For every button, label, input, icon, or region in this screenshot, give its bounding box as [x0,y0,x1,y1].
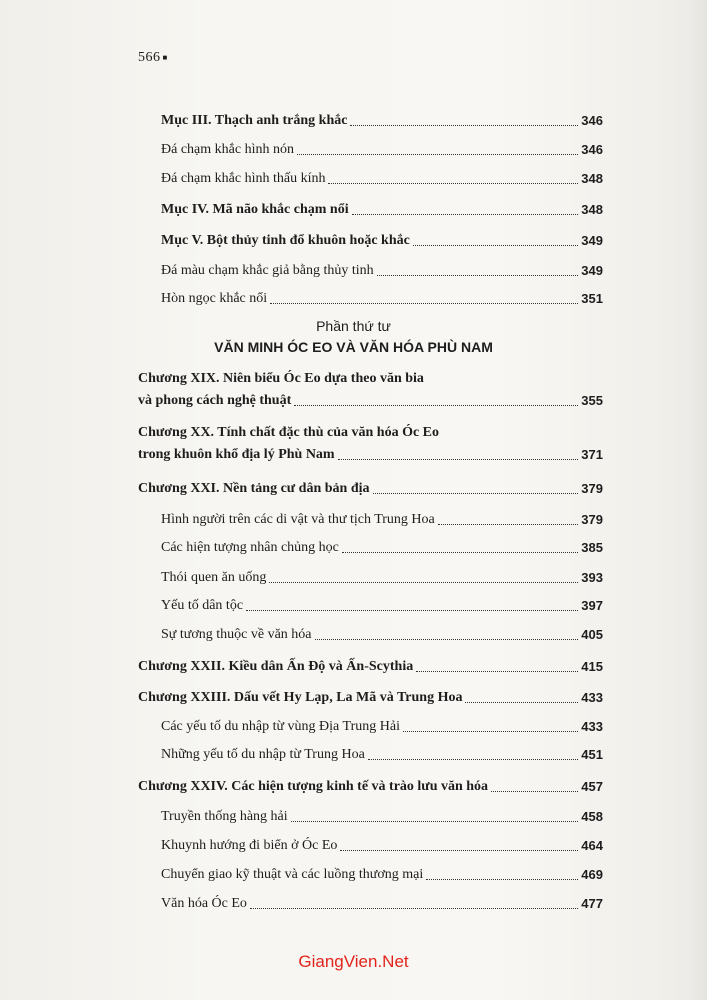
dot-leader [403,731,578,732]
dot-leader [438,524,579,525]
toc-entry-page: 348 [581,202,603,217]
dot-leader [270,303,578,304]
dot-leader [413,245,578,246]
dot-leader [294,405,578,406]
dot-leader [465,702,578,703]
toc-entry-page: 346 [581,113,603,128]
toc-entry-label: Mục III. Thạch anh trắng khắc [161,113,348,128]
toc-entry-label: Các yếu tố du nhập từ vùng Địa Trung Hải [161,719,400,734]
toc-entry-label: Khuynh hướng đi biển ở Óc Eo [161,838,338,853]
toc-entry-page: 433 [581,719,603,734]
dot-leader [338,459,579,460]
toc-entry-page: 348 [581,171,603,186]
toc-entry[interactable] [161,166,603,188]
toc-entry-page: 433 [581,690,603,705]
toc-entry-page: 349 [581,263,603,278]
toc-entry[interactable] [161,714,603,736]
toc-entry-page: 464 [581,838,603,853]
toc-entry-page: 477 [581,896,603,911]
toc-entry[interactable] [161,507,603,529]
toc-entry-label: Đá chạm khắc hình nón [161,142,294,157]
toc-entry-muc-iv[interactable] [161,197,603,219]
toc-entry[interactable] [161,535,603,557]
part-label: Phần thứ tư [316,318,391,334]
toc-entry-page: 405 [581,627,603,642]
page-number-mark: ■ [162,53,168,63]
toc-entry[interactable] [161,593,603,615]
dot-leader [250,908,578,909]
toc-entry[interactable] [161,286,603,308]
toc-entry-chapter-xxii[interactable] [138,654,603,676]
toc-entry[interactable] [161,804,603,826]
toc-entry-label: Mục V. Bột thủy tinh đổ khuôn hoặc khắc [161,233,410,248]
toc-entry-page: 346 [581,142,603,157]
toc-entry-label: Chương XXIII. Dấu vết Hy Lạp, La Mã và Trung Hoa [138,690,463,705]
dot-leader [328,183,578,184]
page-number [138,50,168,66]
toc-entry[interactable] [161,833,603,855]
toc-entry-page: 457 [581,779,603,794]
dot-leader [350,125,578,126]
toc-entry-chapter-xx[interactable] [138,442,603,464]
dot-leader [269,582,578,583]
toc-entry-page: 385 [581,540,603,555]
toc-entry-chapter-xxiii[interactable] [138,685,603,707]
dot-leader [373,493,579,494]
toc-entry-label: Mục IV. Mã não khắc chạm nổi [161,202,349,217]
toc-entry-page: 355 [581,393,603,408]
toc-entry-label: Hình người trên các di vật và thư tịch Trung Hoa [161,512,435,527]
page-edge-shadow [659,0,707,1000]
toc-entry[interactable] [161,622,603,644]
toc-entry-page: 349 [581,233,603,248]
dot-leader [340,850,578,851]
dot-leader [416,671,578,672]
toc-entry-chapter-xix[interactable] [138,388,603,410]
toc-entry[interactable] [161,742,603,764]
toc-entry-page: 451 [581,747,603,762]
toc-entry-label: Các hiện tượng nhân chủng học [161,540,339,555]
dot-leader [246,610,578,611]
chapter-title-line1: Chương XIX. Niên biểu Óc Eo dựa theo văn bia [138,371,424,386]
toc-entry-muc-v[interactable] [161,228,603,250]
toc-entry-label: Đá màu chạm khắc giả bằng thủy tinh [161,263,374,278]
dot-leader [491,791,578,792]
dot-leader [426,879,578,880]
toc-entry[interactable] [161,891,603,913]
dot-leader [368,759,579,760]
toc-entry[interactable] [161,258,603,280]
dot-leader [377,275,579,276]
toc-entry[interactable] [161,862,603,884]
toc-entry-page: 351 [581,291,603,306]
toc-entry[interactable] [161,137,603,159]
toc-entry-label: Văn hóa Óc Eo [161,896,247,911]
toc-entry-label: Chương XXI. Nền tảng cư dân bản địa [138,481,370,496]
toc-entry-label: Chương XXII. Kiều dân Ấn Độ và Ấn-Scythia [138,659,414,674]
toc-entry-label: Những yếu tố du nhập từ Trung Hoa [161,747,365,762]
toc-entry-page: 415 [581,659,603,674]
dot-leader [297,154,578,155]
toc-entry-label: Hòn ngọc khắc nổi [161,291,268,306]
toc-entry-page: 379 [581,512,603,527]
toc-entry-chapter-xxi[interactable] [138,476,603,498]
toc-entry-label: Đá chạm khắc hình thấu kính [161,171,326,186]
toc-entry-page: 393 [581,570,603,585]
toc-entry-page: 371 [581,447,603,462]
page-number-value: 566 [138,50,161,65]
toc-entry-chapter-xxiv[interactable] [138,774,603,796]
dot-leader [342,552,578,553]
toc-entry-muc-iii[interactable] [161,108,603,130]
toc-entry-label: Chương XXIV. Các hiện tượng kinh tế và trào lưu văn hóa [138,779,489,794]
toc-entry-page: 469 [581,867,603,882]
toc-entry-label: Sự tương thuộc về văn hóa [161,627,312,642]
toc-entry-label: và phong cách nghệ thuật [138,393,292,408]
toc-entry[interactable] [161,565,603,587]
toc-entry-label: trong khuôn khổ địa lý Phù Nam [138,447,335,462]
dot-leader [352,214,579,215]
toc-entry-label: Thói quen ăn uống [161,570,267,585]
part-title: VĂN MINH ÓC EO VÀ VĂN HÓA PHÙ NAM [214,339,493,355]
dot-leader [315,639,579,640]
toc-entry-page: 397 [581,598,603,613]
chapter-title-line1: Chương XX. Tính chất đặc thù của văn hóa Óc Eo [138,425,440,440]
toc-entry-label: Yếu tố dân tộc [161,598,244,613]
watermark-link[interactable]: GiangVien.Net [298,952,409,971]
toc-entry-page: 379 [581,481,603,496]
dot-leader [291,821,579,822]
toc-entry-label: Truyền thống hàng hải [161,809,288,824]
toc-entry-label: Chuyển giao kỹ thuật và các luồng thương mại [161,867,424,882]
toc-entry-page: 458 [581,809,603,824]
